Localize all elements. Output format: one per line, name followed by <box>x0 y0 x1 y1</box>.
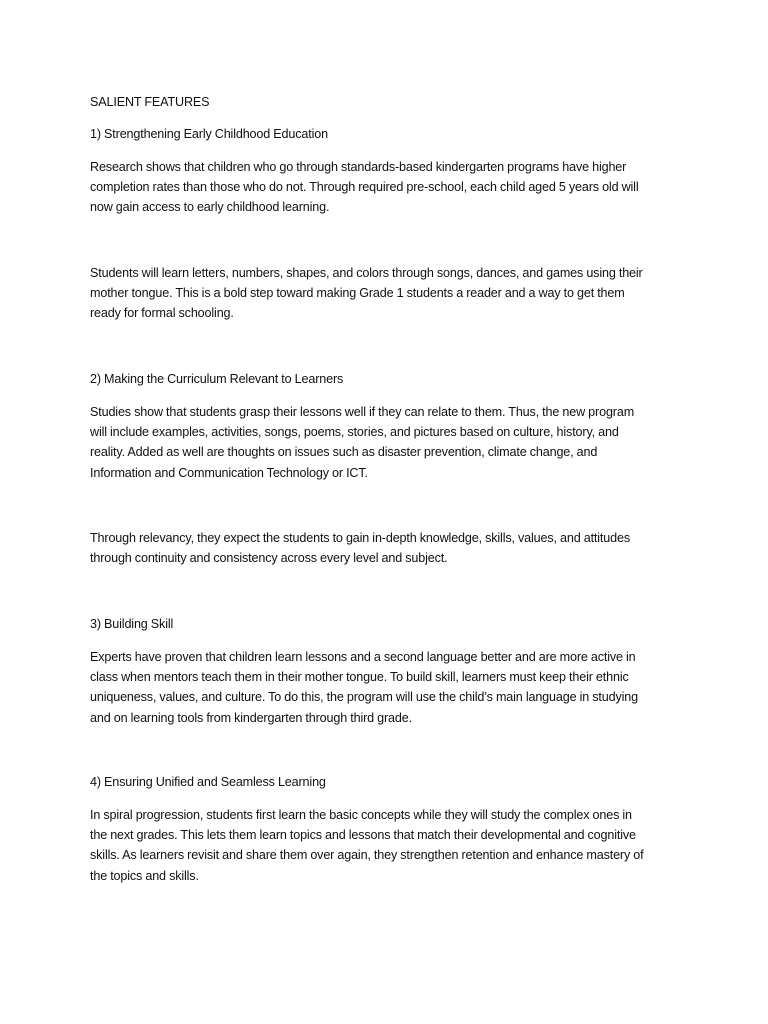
paragraph-line: Research shows that children who go through standards-based kindergarten programs have higher <box>90 160 627 174</box>
paragraph-line: completion rates than those who do not. Through required pre-school, each child aged 5 years old will <box>90 180 639 195</box>
paragraph-line: Studies show that students grasp their lessons well if they can relate to them. Thus, the new program <box>90 405 635 419</box>
section-heading-text: 2) Making the Curriculum Relevant to Learners <box>90 372 344 386</box>
section-4-heading <box>90 772 680 792</box>
section-4-paragraph-1 <box>90 805 680 886</box>
section-heading-text: 3) Building Skill <box>90 617 174 631</box>
paragraph-line: reality. Added as well are thoughts on issues such as disaster prevention, climate change, and <box>90 445 598 460</box>
paragraph-line: the next grades. This lets them learn topics and lessons that match their developmental and cognitive <box>90 828 636 843</box>
paragraph-line: class when mentors teach them in their mother tongue. To build skill, learners must keep their ethnic <box>90 670 629 685</box>
paragraph-line: ready for formal schooling. <box>90 306 234 321</box>
document-title <box>90 92 680 112</box>
paragraph-line: the topics and skills. <box>90 868 199 883</box>
section-1-paragraph-2 <box>90 263 680 324</box>
section-heading-text: 4) Ensuring Unified and Seamless Learning <box>90 775 326 789</box>
document-title-text: SALIENT FEATURES <box>90 95 210 109</box>
section-3-heading <box>90 614 680 634</box>
paragraph-line: Students will learn letters, numbers, shapes, and colors through songs, dances, and games using their <box>90 266 643 280</box>
paragraph-line: Through relevancy, they expect the students to gain in-depth knowledge, skills, values, and attitudes <box>90 531 630 545</box>
paragraph-line: Information and Communication Technology or ICT. <box>90 465 368 480</box>
paragraph-line: Experts have proven that children learn lessons and a second language better and are more active in <box>90 650 636 664</box>
paragraph-line: mother tongue. This is a bold step toward making Grade 1 students a reader and a way to get them <box>90 286 625 301</box>
section-3-paragraph-1 <box>90 647 680 728</box>
section-2-paragraph-2 <box>90 528 680 568</box>
section-1-heading <box>90 124 680 144</box>
paragraph-line: uniqueness, values, and culture. To do this, the program will use the child’s main language in studying <box>90 690 638 705</box>
paragraph-line: skills. As learners revisit and share them over again, they strengthen retention and enhance mastery of <box>90 848 644 863</box>
section-2-paragraph-1 <box>90 402 680 483</box>
paragraph-line: and on learning tools from kindergarten through third grade. <box>90 710 412 725</box>
section-heading-text: 1) Strengthening Early Childhood Education <box>90 127 328 141</box>
paragraph-line: In spiral progression, students first learn the basic concepts while they will study the complex ones in <box>90 808 632 822</box>
paragraph-line: will include examples, activities, songs, poems, stories, and pictures based on culture, history, and <box>90 425 619 440</box>
paragraph-line: through continuity and consistency across every level and subject. <box>90 551 448 566</box>
paragraph-line: now gain access to early childhood learning. <box>90 200 330 215</box>
section-2-heading <box>90 369 680 389</box>
section-1-paragraph-1 <box>90 157 680 218</box>
